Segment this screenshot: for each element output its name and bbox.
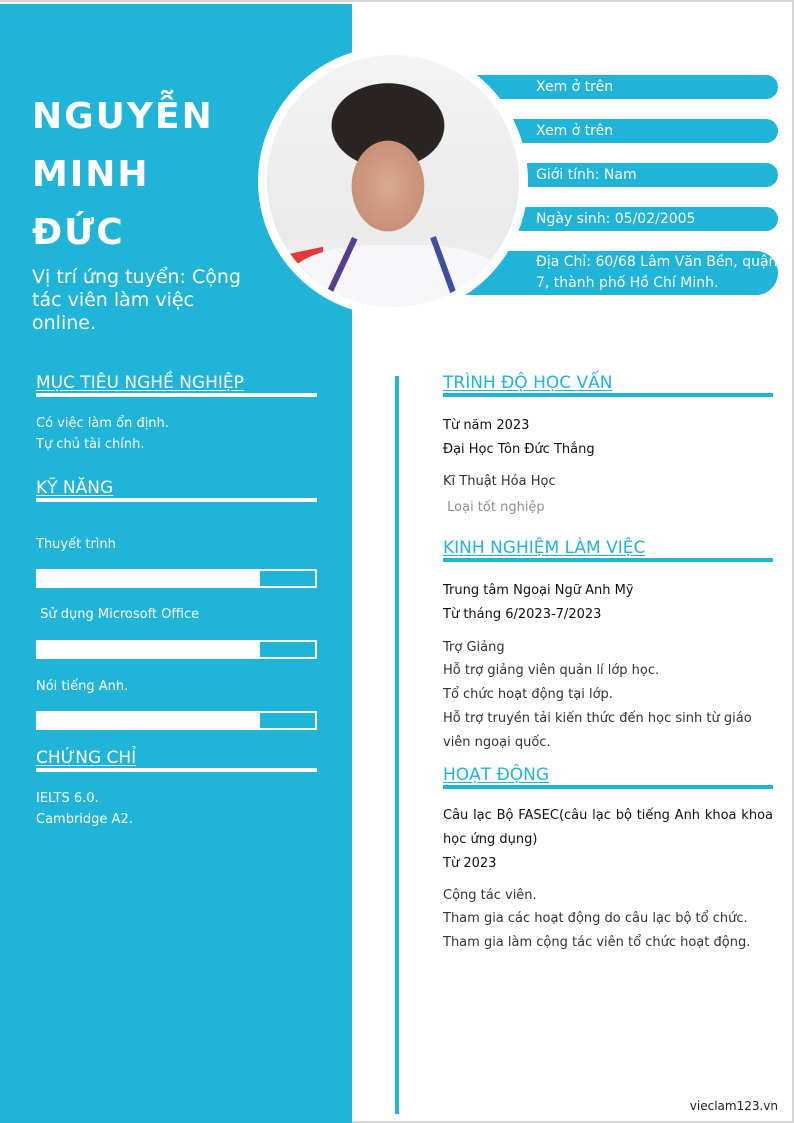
experience-role: Trợ Giảng: [443, 640, 505, 655]
skill-bar-2: [36, 640, 317, 659]
experience-detail-1: Hỗ trợ giảng viên quản lí lớp học.: [443, 663, 660, 678]
objective-line-2: Tự chủ tài chính.: [36, 437, 145, 452]
experience-rule: [443, 558, 773, 562]
objective-title: MỤC TIÊU NGHỀ NGHIỆP: [36, 373, 244, 393]
education-school: Đại Học Tôn Đức Thắng: [443, 442, 595, 457]
name-line-3: ĐỨC: [32, 212, 125, 253]
experience-title: KINH NGHIỆM LÀM VIỆC: [443, 538, 646, 558]
activities-title: HOẠT ĐỘNG: [443, 765, 550, 785]
activities-org: Câu lạc Bộ FASEC(câu lạc bộ tiếng Anh khoa khoa học ứng dụng): [443, 808, 773, 847]
contact-pill-gender: [490, 163, 778, 187]
objective-text: [36, 413, 169, 455]
photo-shirt: [287, 245, 507, 307]
education-title: TRÌNH ĐỘ HỌC VẤN: [443, 373, 613, 393]
contact-text-address-2: 7, thành phố Hồ Chí Minh.: [536, 275, 719, 291]
photo-frame: [258, 46, 528, 316]
skill-bar-3: [36, 711, 317, 730]
education-grade: Loại tốt nghiệp: [443, 500, 545, 515]
contact-pill-address: [460, 251, 778, 295]
candidate-name: [32, 88, 214, 262]
name-line-2: MINH: [32, 154, 150, 195]
objective-line-1: Có việc làm ổn định.: [36, 416, 169, 431]
experience-company: Trung tâm Ngoại Ngữ Anh Mỹ: [443, 583, 634, 598]
contact-pill-2: [480, 119, 778, 143]
certificate-1: IELTS 6.0.: [36, 791, 99, 806]
profile-photo: [267, 55, 519, 307]
skill-label-2: Sử dụng Microsoft Office: [36, 607, 200, 622]
contact-text-birthday: Ngày sinh: 05/02/2005: [536, 211, 696, 227]
experience-detail-3: Hỗ trợ truyền tải kiến thức đến học sinh từ giáo viên ngoại quốc.: [443, 711, 752, 750]
applied-position: Vị trí ứng tuyển: Cộng tác viên làm việc online.: [32, 266, 241, 334]
contact-text-2: Xem ở trên: [536, 123, 614, 139]
certificates-rule: [36, 768, 317, 772]
activities-detail-1: Tham gia các hoạt động do câu lạc bộ tổ chức.: [443, 911, 748, 926]
timeline-line: [395, 376, 399, 1114]
skills-title: KỸ NĂNG: [36, 478, 114, 498]
activities-rule: [443, 785, 773, 789]
education-major: Kĩ Thuật Hóa Học: [443, 474, 556, 489]
skill-bar-fill-1: [38, 571, 260, 586]
skill-label-1: Thuyết trình: [36, 537, 116, 552]
skill-label-3: Nói tiếng Anh.: [36, 679, 129, 694]
experience-period: Từ tháng 6/2023-7/2023: [443, 607, 602, 622]
education-period: Từ năm 2023: [443, 418, 530, 433]
contact-text-address-1: Địa Chỉ: 60/68 Lâm Văn Bền, quận: [536, 254, 778, 270]
education-rule: [443, 393, 773, 397]
contact-pill-1: [470, 75, 778, 99]
contact-text-1: Xem ở trên: [536, 79, 614, 95]
skills-rule: [36, 498, 317, 502]
activities-period: Từ 2023: [443, 856, 497, 871]
certificates-title: CHỨNG CHỈ: [36, 748, 137, 768]
name-line-1: NGUYỄN: [32, 96, 214, 137]
objective-rule: [36, 393, 317, 397]
contact-text-gender: Giới tính: Nam: [536, 167, 637, 183]
skill-bar-1: [36, 569, 317, 588]
certificates-list: [36, 788, 133, 830]
certificate-2: Cambridge A2.: [36, 812, 133, 827]
footer-brand[interactable]: vieclam123.vn: [689, 1099, 778, 1113]
activities-role: Cộng tác viên.: [443, 888, 537, 903]
activities-details: [443, 907, 773, 955]
experience-detail-2: Tổ chức hoạt động tại lớp.: [443, 687, 613, 702]
skill-bar-fill-2: [38, 642, 260, 657]
activities-detail-2: Tham gia làm cộng tác viên tổ chức hoạt động.: [443, 935, 751, 950]
skill-bar-fill-3: [38, 713, 260, 728]
experience-details: [443, 659, 773, 755]
